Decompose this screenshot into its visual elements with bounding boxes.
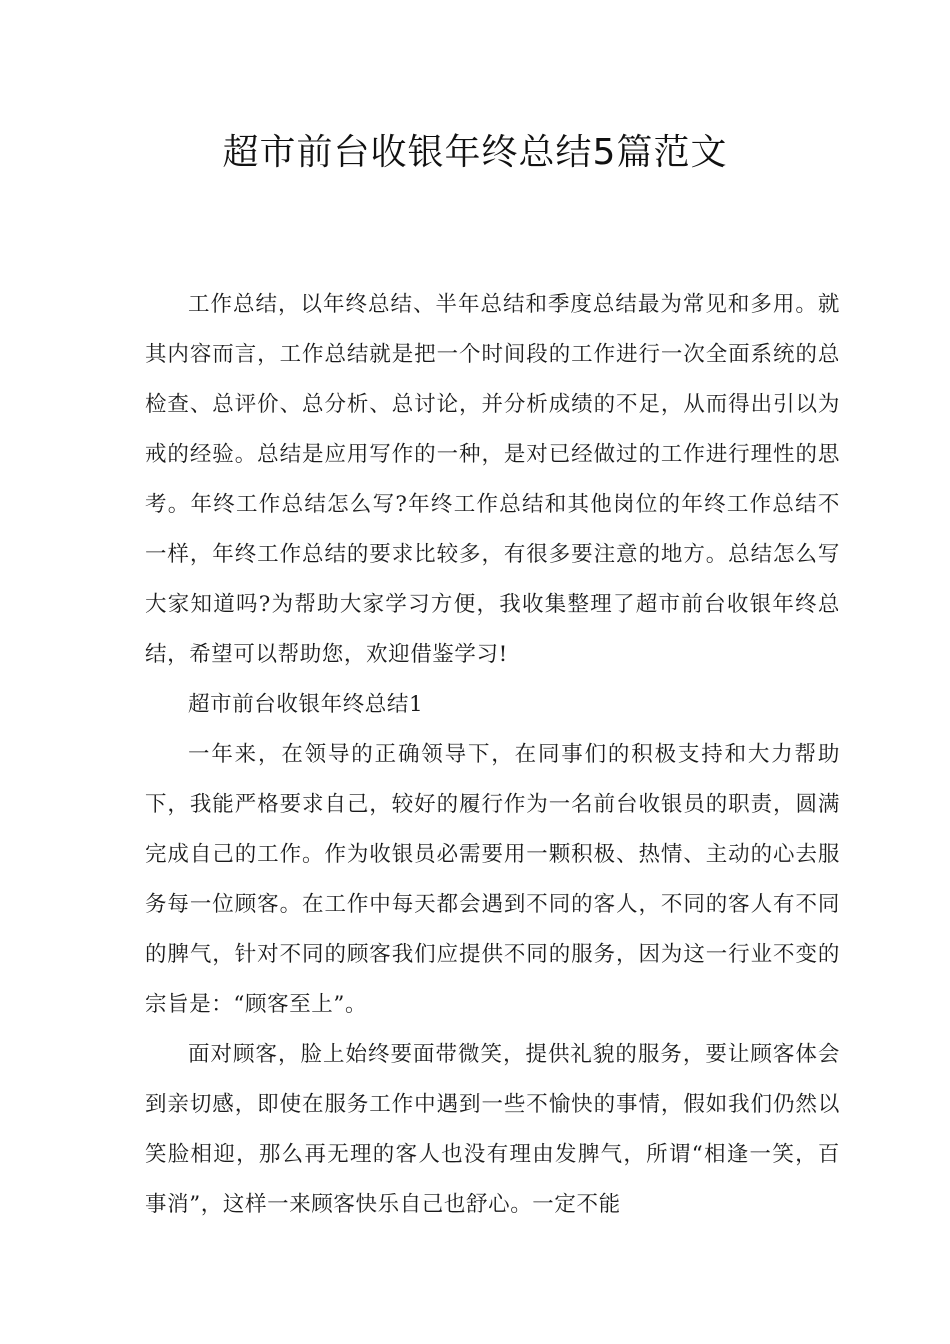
intro-paragraph: 工作总结，以年终总结、半年总结和季度总结最为常见和多用。就其内容而言，工作总结就是把一个时间段的工作进行一次全面系统的总检查、总评价、总分析、总讨论，并分析成绩的不足，从而得出引以为戒的经验。总结是应用写作的一种，是对已经做过的工作进行理性的思考。年终工作总结怎么写?年终工作总结和其他岗位的年终工作总结不一样，年终工作总结的要求比较多，有很多要注意的地方。总结怎么写大家知道吗?为帮助大家学习方便，我收集整理了超市前台收银年终总结，希望可以帮助您，欢迎借鉴学习! xyxy=(145,292,840,667)
section-heading: 超市前台收银年终总结1 xyxy=(188,692,424,717)
document-body xyxy=(145,280,840,1230)
body-paragraph: 面对顾客，脸上始终要面带微笑，提供礼貌的服务，要让顾客体会到亲切感，即使在服务工作中遇到一些不愉快的事情，假如我们仍然以笑脸相迎，那么再无理的客人也没有理由发脾气，所谓“相逢一笑，百事消”，这样一来顾客快乐自己也舒心。一定不能 xyxy=(145,1042,840,1217)
body-paragraph: 一年来，在领导的正确领导下，在同事们的积极支持和大力帮助下，我能严格要求自己，较好的履行作为一名前台收银员的职责，圆满完成自己的工作。作为收银员必需要用一颗积极、热情、主动的心去服务每一位顾客。在工作中每天都会遇到不同的客人，不同的客人有不同的脾气，针对不同的顾客我们应提供不同的服务，因为这一行业不变的宗旨是：“顾客至上”。 xyxy=(145,742,840,1017)
page-title: 超市前台收银年终总结5篇范文 xyxy=(222,132,728,173)
